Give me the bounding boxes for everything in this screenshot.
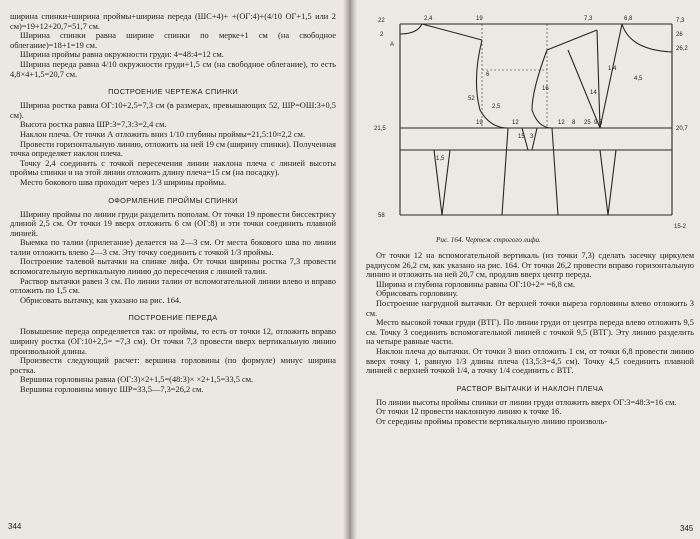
paragraph: По линии высоты проймы спинки от линии груди отложить вверх ОГ:3=48:3=16 см. xyxy=(376,397,677,407)
back-armhole xyxy=(476,40,508,128)
paragraph: Ширина ростка равна ОГ:10+2,5=7,3 см (в размерах, превышающих 52, ШР=ОШ:3+0,5 см). xyxy=(10,101,336,120)
back-side-seam xyxy=(502,128,508,215)
front-waist-dart xyxy=(600,150,616,215)
paragraph: Раствор вытачки равен 3 см. По линии талии от вспомогательной линии влево и вправо отложить по 1,5 см. xyxy=(10,276,336,296)
paragraph: Наклон плеча. От точки А отложить вниз 1/10 глубины проймы=21,5:10≈2,2 см. xyxy=(20,129,306,139)
label: 19 xyxy=(476,16,483,22)
paragraph: Вершина горловины равна (ОГ:3)×2+1,5=(48:3)× ×2+1,5=33,5 см. xyxy=(20,375,254,385)
front-side-seam xyxy=(552,128,558,215)
label: 22 xyxy=(378,18,385,24)
figure-caption: Рис. 164. Чертеж строгого лифа. xyxy=(436,236,541,244)
label: 16 xyxy=(542,86,549,92)
label: 21,5 xyxy=(374,126,386,132)
paragraph: Обрисовать горловину. xyxy=(376,289,459,299)
right-text-body xyxy=(366,251,694,427)
paragraph: Провести горизонтальную линию, отложить на ней 19 см (ширину спинки). Полученная точка определяет наклон плеча. xyxy=(10,139,336,159)
label: 15 xyxy=(518,134,525,140)
label: 2 xyxy=(380,32,384,38)
dart-helper xyxy=(568,50,600,128)
paragraph: Ширина проймы равна окружности груди: 4=48:4=12 см. xyxy=(20,50,224,60)
label: 7,3 xyxy=(584,16,593,22)
label: 3 xyxy=(530,134,534,140)
label: 12 xyxy=(512,120,519,126)
label: 25 xyxy=(584,120,591,126)
paragraph: Место высокой точки груди (ВТГ). По линии груди от центра переда влево отложить 9,5 см. Точку 3 соединить вспомогательной линией с точкой 9,5 (ВТГ). Эту линию разделить на четыре равные части. xyxy=(366,318,694,347)
page-number: 345 xyxy=(680,524,694,533)
label: 58 xyxy=(378,213,385,219)
label: 12 xyxy=(558,120,565,126)
section-heading: РАСТВОР ВЫТАЧКИ И НАКЛОН ПЛЕЧА xyxy=(456,383,604,393)
label: 2,5 xyxy=(492,104,501,110)
paragraph: От середины проймы провести вертикальную линию произволь- xyxy=(376,416,608,426)
label: A xyxy=(390,42,395,48)
label: 52 xyxy=(468,96,475,102)
paragraph: Вершина горловины минус ШР=33,5—7,3=26,2 см. xyxy=(20,385,204,394)
label: 14 xyxy=(590,90,597,96)
label: 9,5 xyxy=(594,120,603,126)
label: 1,4 xyxy=(608,66,617,72)
paragraph: Произвести следующий расчет: вершина горловины (по формуле) минус ширина ростка. xyxy=(10,356,336,375)
label: 1,5 xyxy=(436,156,445,162)
bust-dart-line xyxy=(597,30,600,128)
label: 6 xyxy=(486,72,490,78)
paragraph: Повышение переда определяется так: от проймы, то есть от точки 12, отложить вправо ширину ростка (ОГ:10+2,5= =7,3 см). От точки 7,3 провести вверх вертикальную линию произвольной длины. xyxy=(10,327,336,356)
paragraph: Место бокового шва проходит через 1/3 ширины проймы. xyxy=(20,177,227,187)
front-neckline xyxy=(622,24,672,52)
paragraph: От точки 12 провести наклонную линию к точке 16. xyxy=(376,407,562,417)
paragraph: ширина спинки+ширина проймы+ширина переда (ШС+4)+ +(ОГ:4)+(4/10 ОГ+1,5 или 2 см)=19+12+20,7=51,7 см. xyxy=(10,12,336,31)
section-heading: ОФОРМЛЕНИЕ ПРОЙМЫ СПИНКИ xyxy=(108,195,238,205)
section-heading: ПОСТРОЕНИЕ ЧЕРТЕЖА СПИНКИ xyxy=(108,87,238,97)
paragraph: Построение талевой вытачки на спинке лифа. От точки ширины ростка 7,3 провести вспомогательную вертикальную линию до пересечения с линией талии. xyxy=(10,257,336,277)
paragraph: Наклон плеча до вытачки. От точки 3 вниз отложить 1 см, от точки 6,8 провести линию вверх точку 1, равную 1/3 длины плеча (13,5:3=4,5 см). Точку 4,5 соединить плавной линией с верхней точкой 1/4, а точку 1/4 соединить с ВТГ. xyxy=(366,346,694,376)
paragraph: Ширину проймы по линии груди разделить пополам. От точки 19 провести биссектрису длиной 2,5 см. От точки 19 вверх отложить 6 см (ОГ:8) и эти точки соединить плавной линией. xyxy=(10,209,336,238)
paragraph: Обрисовать вытачку, как указано на рис. 164. xyxy=(20,295,182,305)
back-neckline xyxy=(400,24,422,34)
front-shoulder xyxy=(547,30,597,50)
book-spine xyxy=(343,0,357,539)
back-shoulder xyxy=(422,24,482,40)
paragraph: Точку 2,4 соединить с точкой пересечения линии наклона плеча с линией высоты проймы спинки и на этой линии отложить длину плеча=15 см (на посадку). xyxy=(10,158,336,178)
label: 15-2 xyxy=(674,224,687,230)
paragraph: Ширина спинки равна ширине спинки по мерке+1 см (на свободное облегание)=18+1=19 см. xyxy=(10,31,336,50)
pattern-drawing xyxy=(372,10,694,240)
label: 6,8 xyxy=(624,16,633,22)
label: 8 xyxy=(572,120,576,126)
right-page xyxy=(350,0,700,539)
label: 4,5 xyxy=(634,76,643,82)
label: 2,4 xyxy=(424,16,433,22)
paragraph: Высота ростка равна ШР:3=7,3:3=2,4 см. xyxy=(20,120,167,130)
paragraph: Построение нагрудной вытачки. От верхней точки выреза горловины влево отложить 3 см. xyxy=(366,298,694,318)
label: 26 xyxy=(676,32,683,38)
bust-dart-line-2 xyxy=(600,24,622,128)
paragraph: Ширина переда равна 4/10 окружности груди+1,5 см (на свободное облегание), то есть 4,8×4+1,5=20,7 см. xyxy=(10,59,336,79)
label: 20,7 xyxy=(676,126,688,132)
label: 7,3 xyxy=(676,18,685,24)
paragraph: От точки 12 на вспомогательной вертикаль (из точки 7,3) сделать засечку циркулем радиусом 26,2 см, как указано на рис. 164. От точки 26,2 провести вправо горизонтальную линию и отложить на ней 20,7 см, продлив вверх центр переда. xyxy=(366,251,694,280)
paragraph: Выемка по талии (прилегание) делается на 2—3 см. От места бокового шва по линии талии отложить влево 2—3 см. Эту точку соединить с точкой 1/3 проймы. xyxy=(10,238,336,257)
paragraph: Ширина и глубина горловины равны ОГ:10+2= =6,8 см. xyxy=(376,279,576,289)
section-heading: ПОСТРОЕНИЕ ПЕРЕДА xyxy=(128,313,218,323)
label: 19 xyxy=(476,120,483,126)
label: 26,2 xyxy=(676,46,688,52)
page-number: 344 xyxy=(8,522,22,531)
